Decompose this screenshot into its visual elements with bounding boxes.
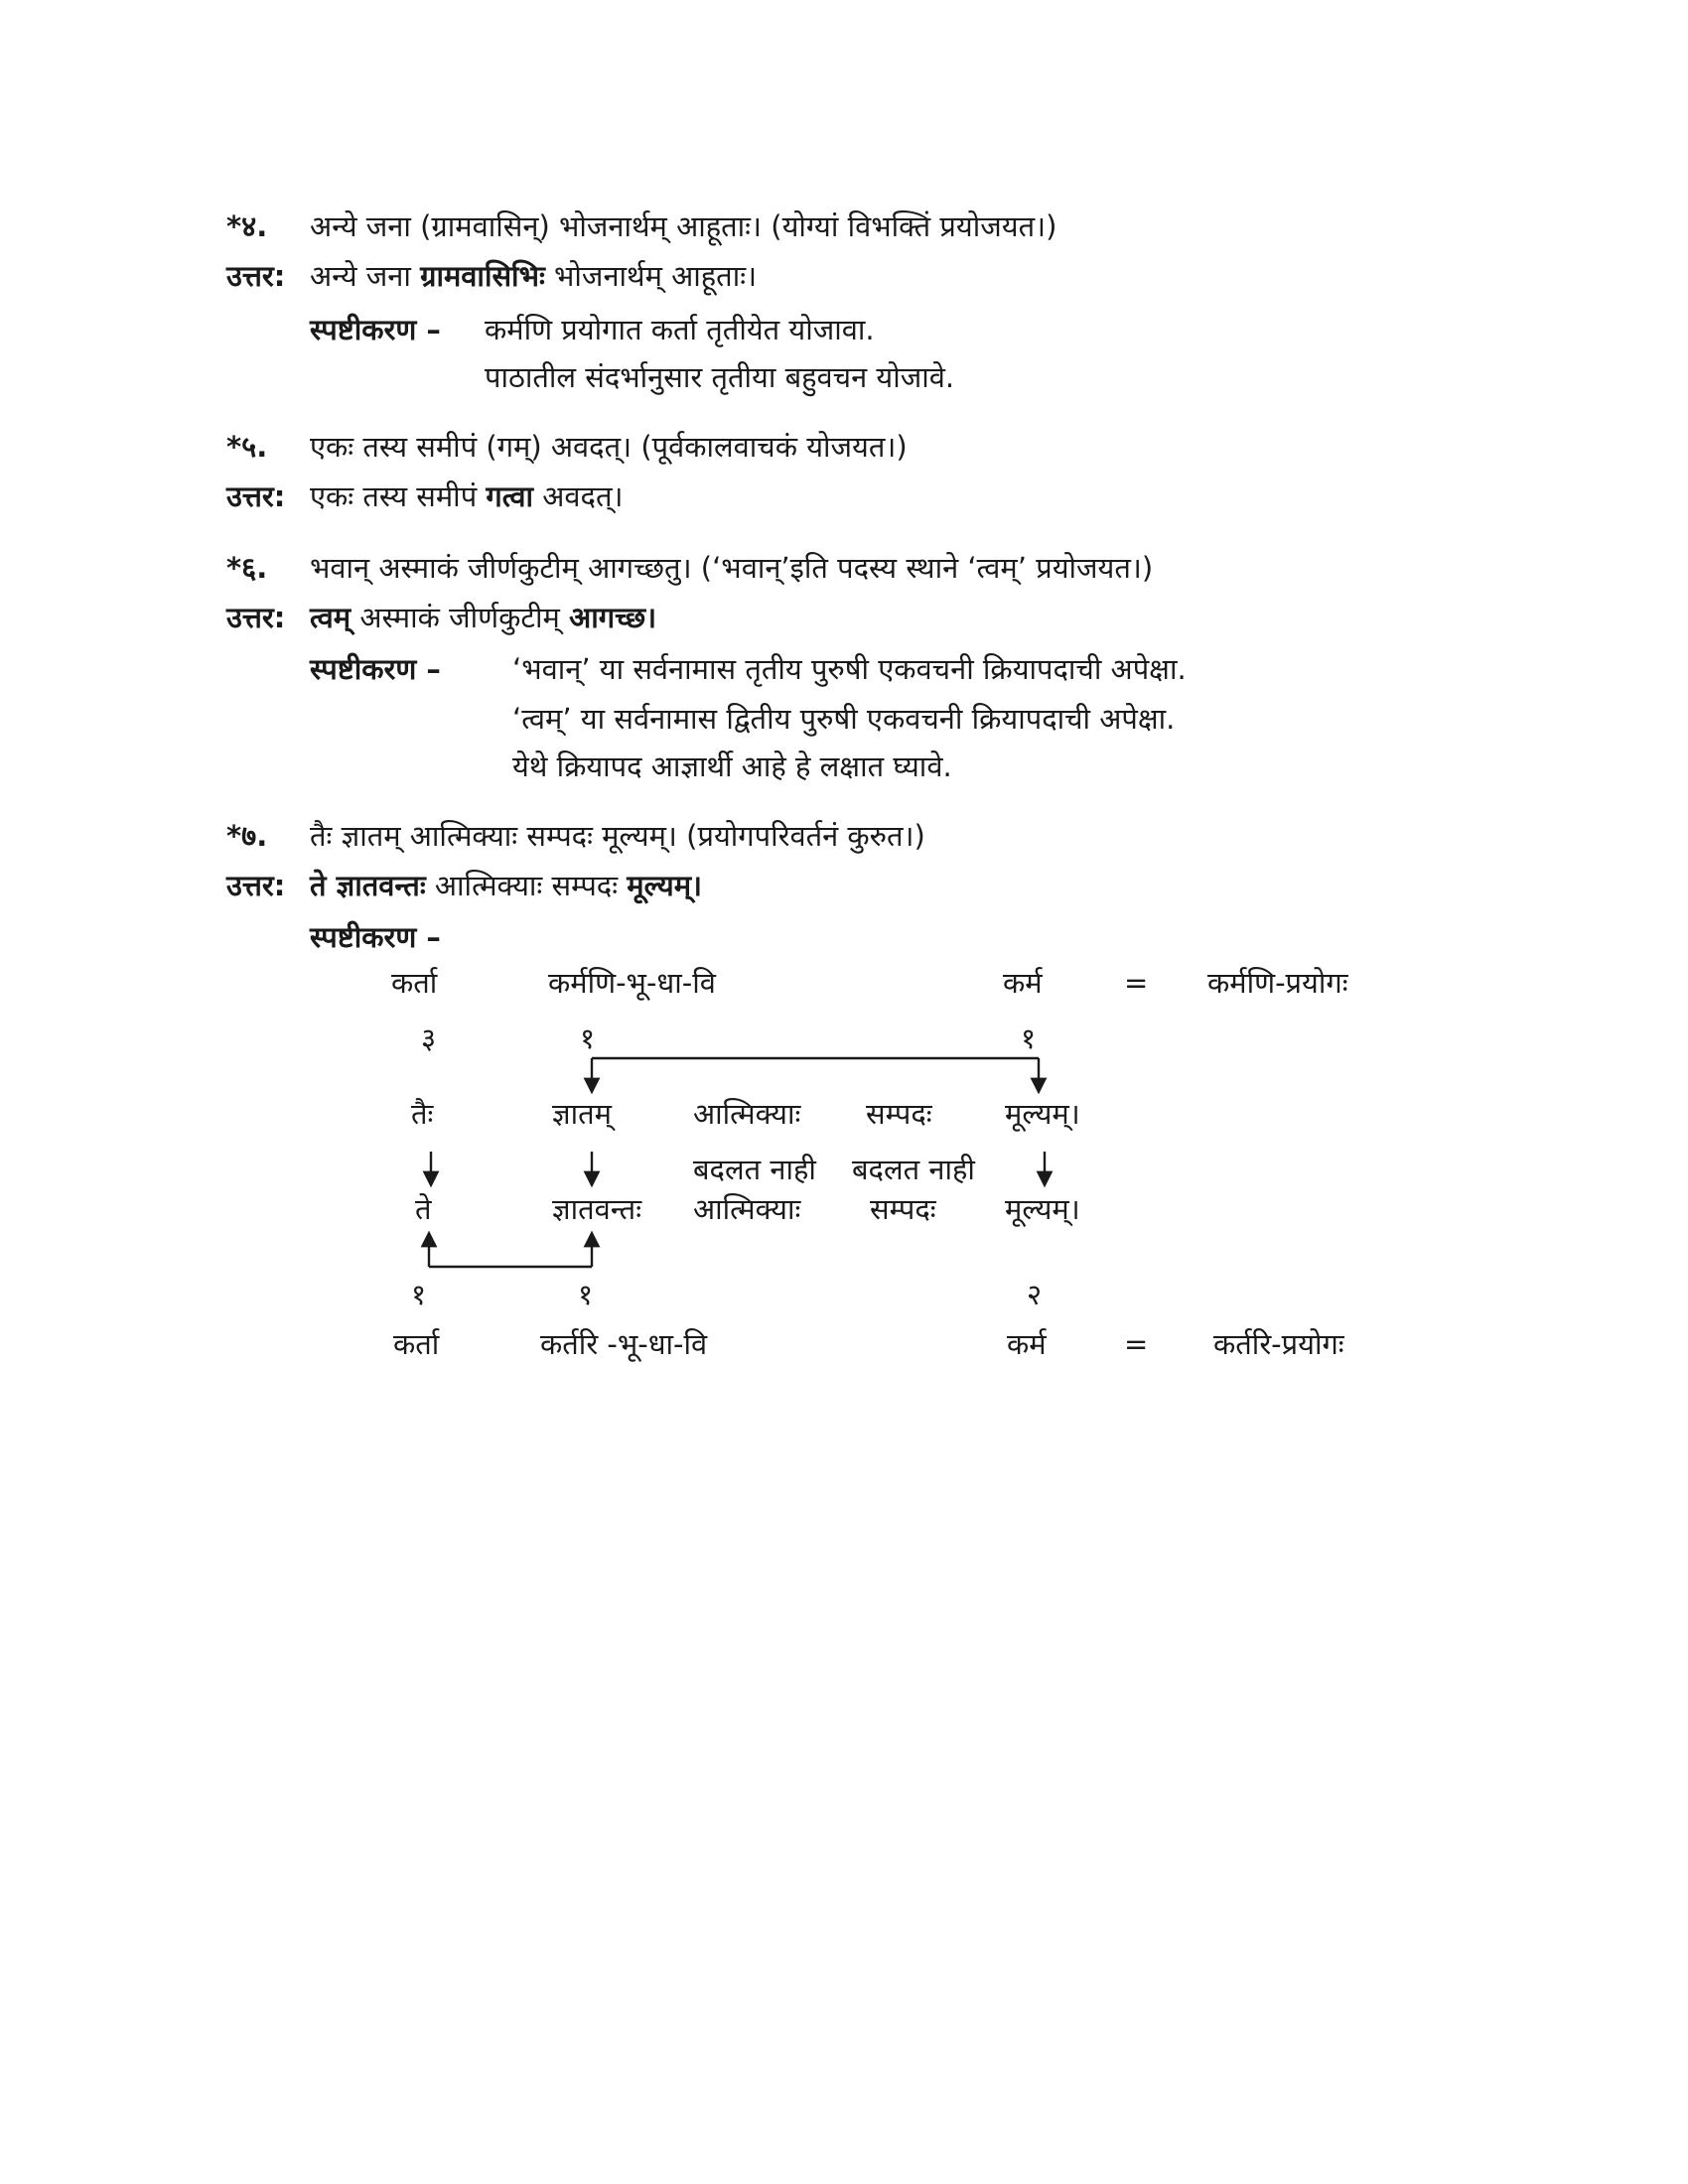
diagram-bottom-label: कर्म [1007,1327,1047,1361]
explanation-label: स्पष्टीकरण – [310,313,441,346]
answer-label: उत्तर: [226,479,286,513]
question-number: *४. [226,209,268,243]
diagram-top-label: कर्मणि-प्रयोगः [1207,966,1348,1000]
diagram-bottom-label: कर्ता [393,1327,440,1361]
unchanged-note: बदलत नाही [852,1153,975,1186]
diagram-top-number: १ [580,1022,596,1055]
diagram-row1-word: तैः [411,1097,434,1131]
answer-label: उत्तर: [226,259,286,293]
answer-label: उत्तर: [226,869,286,902]
diagram-top-label: = [1124,966,1149,1000]
diagram-row1-word: आत्मिक्याः [693,1097,801,1131]
answer-highlight: त्वम् [310,601,352,634]
explanation-label: स्पष्टीकरण – [310,652,441,686]
diagram-top-label: कर्मणि-भू-धा-वि [548,966,716,1000]
answer-segment: अस्माकं जीर्णकुटीम् [359,601,560,634]
diagram-bottom-number: २ [1027,1278,1043,1311]
answer-segment: एकः तस्य समीपं [310,479,478,513]
diagram-top-label: कर्म [1003,966,1043,1000]
diagram-row2-word: आत्मिक्याः [693,1192,801,1226]
question-number: *६. [226,551,268,585]
answer-segment: अन्ये जना [310,259,411,293]
diagram-bottom-number: १ [411,1278,427,1311]
diagram-top-number: ३ [421,1022,437,1055]
diagram-bottom-label: कर्तरि-प्रयोगः [1213,1327,1344,1361]
answer-segment: आत्मिक्याः सम्पदः [434,869,619,902]
diagram-row1-word: मूल्यम्। [1005,1097,1080,1131]
diagram-bottom-label: = [1124,1327,1149,1361]
question-number: *५. [226,430,268,464]
diagram-row2-word: मूल्यम्। [1005,1192,1080,1226]
explanation-line: येथे क्रियापद आज्ञार्थी आहे हे लक्षात घ्यावे. [512,750,952,783]
explanation-line: ‘त्वम्’ या सर्वनामास द्वितीय पुरुषी एकवचनी क्रियापदाची अपेक्षा. [512,702,1176,736]
answer-segment: अवदत्। [542,479,624,513]
explanation-line: ‘भवान्’ या सर्वनामास तृतीय पुरुषी एकवचनी क्रियापदाची अपेक्षा. [512,652,1187,686]
answer-label: उत्तर: [226,601,286,634]
question-number: *७. [226,819,268,853]
answer-highlight: मूल्यम्। [627,869,703,902]
question-text: एकः तस्य समीपं (गम्) अवदत्। (पूर्वकालवाचकं योजयत।) [310,430,908,464]
unchanged-note: बदलत नाही [693,1153,816,1186]
diagram-top-label: कर्ता [391,966,438,1000]
explanation-line: पाठातील संदर्भानुसार तृतीया बहुवचन योजावे. [485,360,955,394]
diagram-row2-word: ते [415,1192,432,1226]
diagram-row2-word: ज्ञातवन्तः [552,1192,642,1226]
question-text: तैः ज्ञातम् आत्मिक्याः सम्पदः मूल्यम्। (प्रयोगपरिवर्तनं कुरुत।) [310,819,925,853]
answer-highlight: आगच्छ। [569,601,657,634]
answer-segment: भोजनार्थम् आहूताः। [554,259,758,293]
answer-highlight: ग्रामवासिभिः [420,259,545,293]
diagram-row1-word: ज्ञातम् [552,1097,612,1131]
top-agreement-bracket [592,1058,1039,1086]
explanation-label: स्पष्टीकरण – [310,920,441,954]
bottom-agreement-bracket [429,1239,592,1267]
change-arrows [431,1152,1045,1179]
diagram-bottom-label: कर्तरि -भू-धा-वि [540,1327,708,1361]
diagram-bottom-number: १ [578,1278,594,1311]
question-text: भवान् अस्माकं जीर्णकुटीम् आगच्छतु। (‘भवान्’इति पदस्य स्थाने ‘त्वम्’ प्रयोजयत।) [310,551,1154,585]
diagram-top-number: १ [1021,1022,1037,1055]
question-text: अन्ये जना (ग्रामवासिन्) भोजनार्थम् आहूताः। (योग्यां विभक्तिं प्रयोजयत।) [310,209,1057,243]
diagram-row2-word: सम्पदः [870,1192,936,1226]
diagram-row1-word: सम्पदः [866,1097,932,1131]
answer-highlight: ते ज्ञातवन्तः [310,869,426,902]
answer-highlight: गत्वा [486,479,534,513]
explanation-line: कर्मणि प्रयोगात कर्ता तृतीयेत योजावा. [485,313,875,346]
